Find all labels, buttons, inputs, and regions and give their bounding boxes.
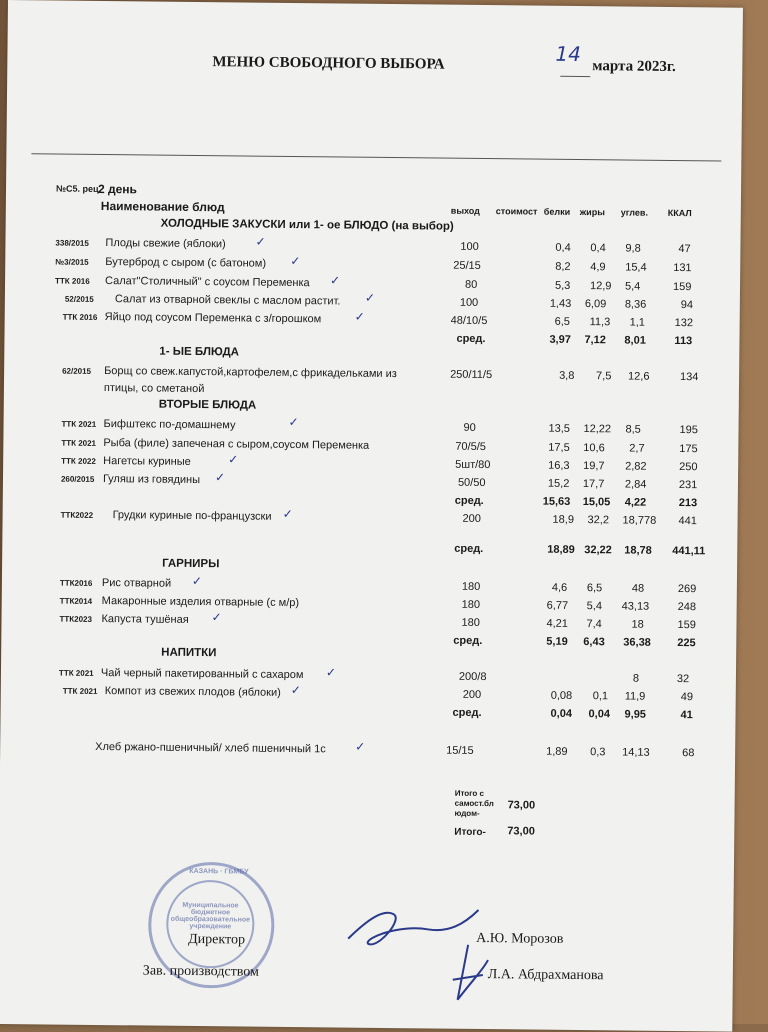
fat: 15,05 <box>582 496 611 509</box>
fat: 6,43 <box>583 636 605 649</box>
totals-label-line2: самост.бл <box>454 798 494 809</box>
protein: 4,21 <box>546 617 568 630</box>
portion: 48/10/5 <box>450 314 488 328</box>
col-header-fat: жиры <box>579 206 605 218</box>
recipe-code: ТТК2014 <box>59 596 93 606</box>
protein: 13,5 <box>548 422 571 435</box>
director-name: А.Ю. Морозов <box>476 930 564 947</box>
recipe-code: 52/2015 <box>64 294 94 304</box>
recipe-code: ТТК 2022 <box>61 456 96 466</box>
dish-name: Яйцо под соусом Переменка с з/горошком <box>104 311 322 326</box>
portion: 180 <box>461 616 480 629</box>
kcal: 132 <box>674 316 694 330</box>
fat: 32,2 <box>587 514 610 527</box>
dish-name: Салат из отварной свеклы с маслом растит. <box>114 293 341 308</box>
totals-value-final: 73,00 <box>507 825 535 838</box>
protein: 1,43 <box>549 297 572 310</box>
recipe-code: 260/2015 <box>60 474 95 484</box>
recipe-code: ТТК2023 <box>59 614 93 624</box>
kcal: 159 <box>677 619 696 632</box>
kcal: 231 <box>678 479 698 492</box>
carbs: 14,13 <box>622 746 650 759</box>
carbs: 12,6 <box>628 370 650 383</box>
check-mark-icon: ✓ <box>214 470 226 485</box>
director-title: Директор <box>188 931 246 948</box>
check-mark-icon: ✓ <box>255 234 266 249</box>
kcal: 94 <box>680 299 694 312</box>
recipe-code: ТТК 2016 <box>62 312 98 322</box>
carbs: 36,38 <box>623 636 651 649</box>
day-label: 2 день <box>97 181 138 197</box>
portion: 250/11/5 <box>450 368 493 382</box>
totals-label-line1: Итого с <box>454 788 484 799</box>
totals-label <box>454 789 494 819</box>
totals-label-line3: юдом- <box>454 808 480 818</box>
col-header-protein: белки <box>543 206 571 217</box>
dish-name: Макаронные изделия отварные (с м/р) <box>101 595 300 610</box>
carbs: 8 <box>632 672 640 685</box>
col-header-out: выход <box>450 205 480 216</box>
fat: 0,3 <box>590 746 606 759</box>
kcal: 195 <box>679 424 698 437</box>
dish-name: Гуляш из говядины <box>102 473 201 487</box>
fat: 10,6 <box>583 442 605 455</box>
protein: 15,2 <box>547 477 570 490</box>
portion: 5шт/80 <box>455 458 491 472</box>
totals-value-with-cost: 73,00 <box>507 799 536 812</box>
portion: 80 <box>464 278 478 291</box>
portion: 25/15 <box>453 259 481 272</box>
recipe-code: 62/2015 <box>62 366 92 376</box>
totals-label-final: Итого- <box>454 826 486 839</box>
recipe-code: ТТК 2021 <box>62 686 98 696</box>
portion: 90 <box>463 421 476 434</box>
carbs: 8,36 <box>624 298 647 311</box>
dish-name: Рыба (филе) запеченая с сыром,соусом Переменка <box>103 437 370 452</box>
fat: 7,5 <box>596 370 612 383</box>
dish-name: Хлеб ржано-пшеничный/ хлеб пшеничный 1с <box>95 740 326 756</box>
portion: 70/5/5 <box>455 440 487 454</box>
portion: 100 <box>459 296 479 309</box>
carbs: 9,95 <box>624 708 647 721</box>
stamp-center-text: Муниципальное бюджетное общеобразовательное учреждение <box>170 901 251 931</box>
fat: 7,12 <box>584 334 606 347</box>
fat: 0,4 <box>590 242 606 255</box>
portion: 200 <box>462 688 482 701</box>
check-mark-icon: ✓ <box>330 273 341 288</box>
kcal: 248 <box>677 601 697 614</box>
check-mark-icon: ✓ <box>355 739 366 754</box>
carbs: 11,9 <box>624 690 646 703</box>
carbs: 1,1 <box>629 316 646 329</box>
check-mark-icon: ✓ <box>290 682 301 698</box>
portion: 200/8 <box>458 670 487 684</box>
average-label: сред. <box>454 494 484 508</box>
recipe-code: ТТК 2021 <box>61 419 97 429</box>
dish-name: Плоды свежие (яблоки) <box>105 237 226 251</box>
fat: 19,7 <box>583 460 605 473</box>
protein: 8,2 <box>555 260 571 273</box>
fat: 12,9 <box>589 280 612 293</box>
protein: 4,6 <box>551 581 568 594</box>
check-mark-icon: ✓ <box>191 573 203 589</box>
carbs: 8,01 <box>624 334 646 347</box>
protein: 0,4 <box>555 241 571 254</box>
kcal: 159 <box>672 280 692 294</box>
check-mark-icon: ✓ <box>364 290 376 305</box>
dish-name: Нагетсы куриные <box>103 455 191 468</box>
chef-signature-icon <box>437 940 498 1011</box>
protein: 18,89 <box>547 543 575 556</box>
protein: 5,3 <box>554 279 571 292</box>
kcal: 134 <box>680 371 699 384</box>
protein: 0,04 <box>550 707 573 720</box>
fat: 6,09 <box>584 298 607 311</box>
col-header-name: Наименование блюд <box>100 198 225 215</box>
check-mark-icon: ✓ <box>228 452 239 467</box>
carbs: 8,5 <box>625 423 641 436</box>
section-cold-snacks: ХОЛОДНЫЕ ЗАКУСКИ или 1- ое БЛЮДО (на выбор) <box>160 217 454 233</box>
section-first-courses: 1- ЫЕ БЛЮДА <box>159 345 240 359</box>
average-label: сред. <box>453 634 483 648</box>
recipe-ref-label: №С5. рец <box>55 183 99 194</box>
col-header-carb: углев. <box>620 207 649 218</box>
check-mark-icon: ✓ <box>325 665 337 680</box>
portion: 200 <box>462 512 482 525</box>
kcal: 49 <box>680 691 694 704</box>
fat: 11,3 <box>589 316 611 329</box>
recipe-code: ТТК2016 <box>59 578 93 588</box>
dish-name: Борщ со свеж.капустой,картофелем,с фрикадельками из <box>104 365 397 381</box>
portion: 100 <box>460 240 479 253</box>
col-header-kcal: ККАЛ <box>667 207 692 219</box>
carbs: 43,13 <box>621 600 650 613</box>
protein: 0,08 <box>550 689 573 702</box>
average-label: сред. <box>454 542 484 556</box>
protein: 15,63 <box>542 495 571 508</box>
protein: 3,8 <box>559 369 575 382</box>
kcal: 269 <box>677 583 697 596</box>
fat: 0,1 <box>592 690 609 703</box>
check-mark-icon: ✓ <box>211 610 222 625</box>
check-mark-icon: ✓ <box>282 506 293 522</box>
table-row <box>4 364 739 396</box>
date-day-handwritten: 14 <box>555 41 582 67</box>
section-second-courses: ВТОРЫЕ БЛЮДА <box>158 398 257 412</box>
kcal: 113 <box>674 334 693 348</box>
fat: 5,4 <box>586 600 603 613</box>
dish-name: Бутерброд с сыром (с батоном) <box>105 256 267 270</box>
date-month-year: марта 2023г. <box>592 58 676 75</box>
chef-title: Зав. производством <box>142 963 259 980</box>
recipe-code: ТТК 2016 <box>55 276 90 286</box>
chef-name: Л.А. Абдрахманова <box>487 967 604 984</box>
dish-name: Грудки куриные по-французски <box>112 509 272 523</box>
recipe-code: ТТК2022 <box>60 510 94 520</box>
protein: 17,5 <box>548 441 570 454</box>
check-mark-icon: ✓ <box>290 253 301 269</box>
protein: 5,19 <box>546 635 568 648</box>
date-underline <box>560 76 590 77</box>
carbs: 2,82 <box>625 460 647 473</box>
protein: 6,5 <box>554 315 571 328</box>
portion: 180 <box>461 580 481 593</box>
average-row <box>2 538 737 562</box>
protein: 16,3 <box>548 459 570 472</box>
kcal: 175 <box>679 443 698 456</box>
fat: 0,04 <box>588 708 611 721</box>
portion: 50/50 <box>457 476 486 490</box>
fat: 4,9 <box>590 261 606 274</box>
carbs: 2,84 <box>624 478 647 491</box>
kcal: 47 <box>678 243 691 256</box>
menu-title: МЕНЮ СВОБОДНОГО ВЫБОРА <box>212 54 445 73</box>
carbs: 15,4 <box>625 261 647 274</box>
fat: 32,22 <box>584 544 612 557</box>
protein: 6,77 <box>546 599 569 612</box>
carbs: 5,4 <box>624 280 641 293</box>
fat: 6,5 <box>586 582 603 595</box>
kcal: 131 <box>673 261 692 275</box>
dish-name: Чай черный пакетированный с сахаром <box>100 667 304 682</box>
kcal: 441 <box>678 515 698 528</box>
section-drinks: НАПИТКИ <box>161 646 217 660</box>
carbs: 4,22 <box>624 496 647 509</box>
dish-name: Бифштекс по-домашнему <box>103 418 236 432</box>
kcal: 32 <box>676 673 690 686</box>
col-header-cost: стоимост <box>495 206 538 217</box>
dish-name-continued: птицы, со сметаной <box>103 382 205 396</box>
dish-name: Рис отварной <box>101 577 172 590</box>
carbs: 2,7 <box>629 442 645 455</box>
average-label: сред. <box>452 706 482 719</box>
kcal: 68 <box>682 747 695 760</box>
carbs: 9,8 <box>625 242 641 255</box>
protein: 3,97 <box>549 333 571 346</box>
dish-name: Салат"Столичный" с соусом Переменка <box>104 275 310 290</box>
kcal: 250 <box>679 461 698 474</box>
recipe-code: №3/2015 <box>55 257 89 267</box>
header-rule <box>31 153 721 161</box>
section-garnishes: ГАРНИРЫ <box>162 557 220 571</box>
stamp-ring-text: КАЗАНЬ · ГБМБУ <box>189 867 249 876</box>
recipe-code: 338/2015 <box>55 238 89 248</box>
recipe-code: ТТК 2021 <box>61 438 97 448</box>
protein: 1,89 <box>546 745 568 758</box>
kcal: 225 <box>677 637 696 650</box>
kcal: 213 <box>678 497 698 510</box>
portion: 180 <box>461 598 481 611</box>
average-label: сред. <box>456 332 486 346</box>
fat: 7,4 <box>586 618 602 631</box>
portion: 15/15 <box>446 744 474 757</box>
table-row <box>0 740 735 764</box>
check-mark-icon: ✓ <box>288 414 299 430</box>
carbs: 18,78 <box>624 544 652 557</box>
fat: 17,7 <box>582 478 605 491</box>
carbs: 48 <box>631 582 645 595</box>
fat: 12,22 <box>583 423 612 436</box>
recipe-code: ТТК 2021 <box>58 668 94 678</box>
protein: 18,9 <box>552 513 575 526</box>
dish-name: Компот из свежих плодов (яблоки) <box>104 685 281 699</box>
carbs: 18 <box>631 618 644 631</box>
kcal: 441,11 <box>672 544 706 558</box>
check-mark-icon: ✓ <box>354 309 365 324</box>
dish-name: Капуста тушёная <box>101 613 189 626</box>
kcal: 41 <box>680 709 693 722</box>
carbs: 18,778 <box>622 514 657 527</box>
